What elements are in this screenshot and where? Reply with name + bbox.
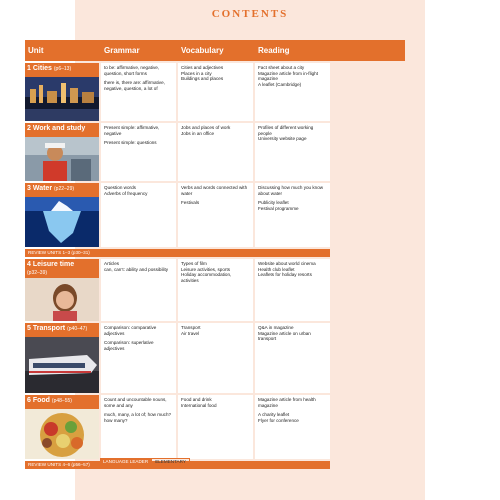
grammar-cell [101, 323, 176, 393]
reading-item: A leaflet (Cambridge) [258, 81, 302, 87]
unit-row-4 [25, 259, 405, 321]
city-skyline-photo [25, 77, 99, 121]
reading-cell [255, 259, 330, 321]
unit-row-2 [25, 123, 405, 181]
grammar-item: Comparison: comparative adjectives [104, 325, 157, 336]
unit-row-3 [25, 183, 405, 247]
unit-number: 2 [27, 125, 31, 132]
grammar-item: Adverbs of frequency [104, 190, 148, 196]
unit-cell [25, 63, 99, 121]
grammar-item: can, can’t: ability and possibility [104, 266, 169, 272]
unit-pages: (p40–47) [67, 326, 88, 332]
unit-cell [25, 123, 99, 181]
vocabulary-item: Festivals [181, 200, 200, 205]
page-title: CONTENTS [211, 8, 289, 20]
train-photo [25, 337, 99, 393]
unit-number: 5 [27, 325, 31, 332]
reading-item: Magazine article on urban transport [258, 330, 311, 341]
grammar-item: to be: affirmative, negative, question, short forms [104, 65, 160, 76]
grammar-item: Count and uncountable nouns, some and any [104, 397, 167, 408]
unit-row-6 [25, 395, 405, 459]
reading-item: Health club leaflet [258, 266, 295, 272]
reading-item: Publicity leaflet [258, 200, 289, 205]
reading-cell [255, 183, 330, 247]
unit-number: 1 [27, 65, 31, 72]
vocabulary-cell [178, 183, 253, 247]
vocabulary-cell [178, 323, 253, 393]
vocabulary-item: Cities and adjectives [181, 65, 224, 70]
unit-title [27, 397, 101, 409]
grammar-item: Question words [104, 185, 136, 190]
vocabulary-item: Air travel [181, 330, 200, 336]
vocabulary-item: Jobs and places of work [181, 125, 231, 130]
vocabulary-item: Leisure activities, sports [181, 266, 231, 272]
unit-name: Leisure time [32, 261, 75, 268]
vocabulary-item: Holiday accommodation, activities [181, 272, 232, 283]
reading-item: Flyer for conference [258, 417, 299, 423]
grammar-cell [101, 259, 176, 321]
review-bar-2: REVIEW UNITS 4–6 (p56–57) [25, 461, 330, 469]
unit-pages: (p22–29) [54, 186, 75, 192]
iceberg-photo [25, 197, 99, 247]
reading-item: Magazine article from in-flight magazine [258, 70, 318, 81]
reading-cell [255, 395, 330, 459]
series-name: LANGUAGE LEADER [100, 458, 151, 466]
unit-name: Cities [32, 65, 52, 72]
level-name: ELEMENTARY [151, 458, 190, 466]
reading-cell [255, 323, 330, 393]
unit-name: Food [32, 397, 50, 404]
grammar-cell [101, 123, 176, 181]
unit-number: 6 [27, 397, 31, 404]
footer-label [100, 458, 190, 466]
unit-pages: (p32–39) [27, 270, 48, 276]
unit-title [27, 65, 101, 77]
reading-item: Q&A in magazine [258, 325, 294, 330]
reading-item: Discussing how much you know about water [258, 185, 324, 196]
unit-number: 4 [27, 261, 31, 268]
grammar-item: much, many, a lot of; how much? how many? [104, 412, 172, 423]
reading-item: Profiles of different working people [258, 125, 314, 136]
vocabulary-item: Jobs in an office [181, 130, 215, 136]
vocabulary-cell [178, 63, 253, 121]
grammar-item: there is, there are: affirmative, negative, question, a lot of [104, 80, 165, 91]
unit-cell [25, 183, 99, 247]
vocabulary-cell [178, 259, 253, 321]
unit-row-1 [25, 63, 405, 121]
reading-item: University website page [258, 136, 307, 141]
unit-number: 3 [27, 185, 31, 192]
header-vocabulary: Vocabulary [181, 46, 224, 55]
header-grammar: Grammar [104, 46, 140, 55]
unit-name: Work and study [32, 125, 86, 132]
vocabulary-item: Places in a city [181, 70, 212, 76]
reading-item: Fact sheet about a city [258, 65, 305, 70]
unit-name: Water [32, 185, 53, 192]
grammar-cell [101, 183, 176, 247]
unit-title [27, 325, 101, 337]
vocabulary-item: Transport [181, 325, 201, 330]
vocabulary-item: International food [181, 402, 217, 408]
vocabulary-item: Verbs and words connected with water [181, 185, 248, 196]
reading-cell [255, 63, 330, 121]
reading-item: A charity leaflet [258, 412, 290, 417]
grammar-cell [101, 63, 176, 121]
header-reading: Reading [258, 46, 290, 55]
reading-item: Magazine article from health magazine [258, 397, 316, 408]
reading-item: Festival programme [258, 205, 299, 211]
grammar-cell [101, 395, 176, 459]
unit-pages: (p48–55) [51, 398, 72, 404]
unit-pages: (p6–13) [53, 66, 72, 72]
vocabulary-item: Food and drink [181, 397, 212, 402]
grammar-item: Present simple: questions [104, 140, 157, 145]
reading-cell [255, 123, 330, 181]
unit-cell [25, 395, 99, 459]
reading-item: Website about world cinema [258, 261, 316, 266]
reading-item: Leaflets for holiday resorts [258, 272, 312, 277]
table-header [25, 40, 405, 61]
unit-cell [25, 323, 99, 393]
unit-cell [25, 259, 99, 321]
unit-title [27, 125, 101, 137]
grammar-item: Present simple: affirmative, negative [104, 125, 160, 136]
worker-photo [25, 137, 99, 181]
grammar-item: Articles [104, 261, 120, 266]
vocabulary-item: Buildings and places [181, 76, 224, 81]
unit-name: Transport [32, 325, 66, 332]
unit-title [27, 185, 101, 197]
vocabulary-cell [178, 123, 253, 181]
vocabulary-cell [178, 395, 253, 459]
unit-row-5 [25, 323, 405, 393]
grammar-item: Comparison: superlative adjectives [104, 340, 154, 351]
review-bar-1: REVIEW UNITS 1–3 (p30–31) [25, 249, 330, 257]
food-photo [25, 409, 99, 459]
woman-photo [25, 278, 99, 321]
header-unit: Unit [28, 46, 44, 55]
vocabulary-item: Types of film [181, 261, 207, 266]
